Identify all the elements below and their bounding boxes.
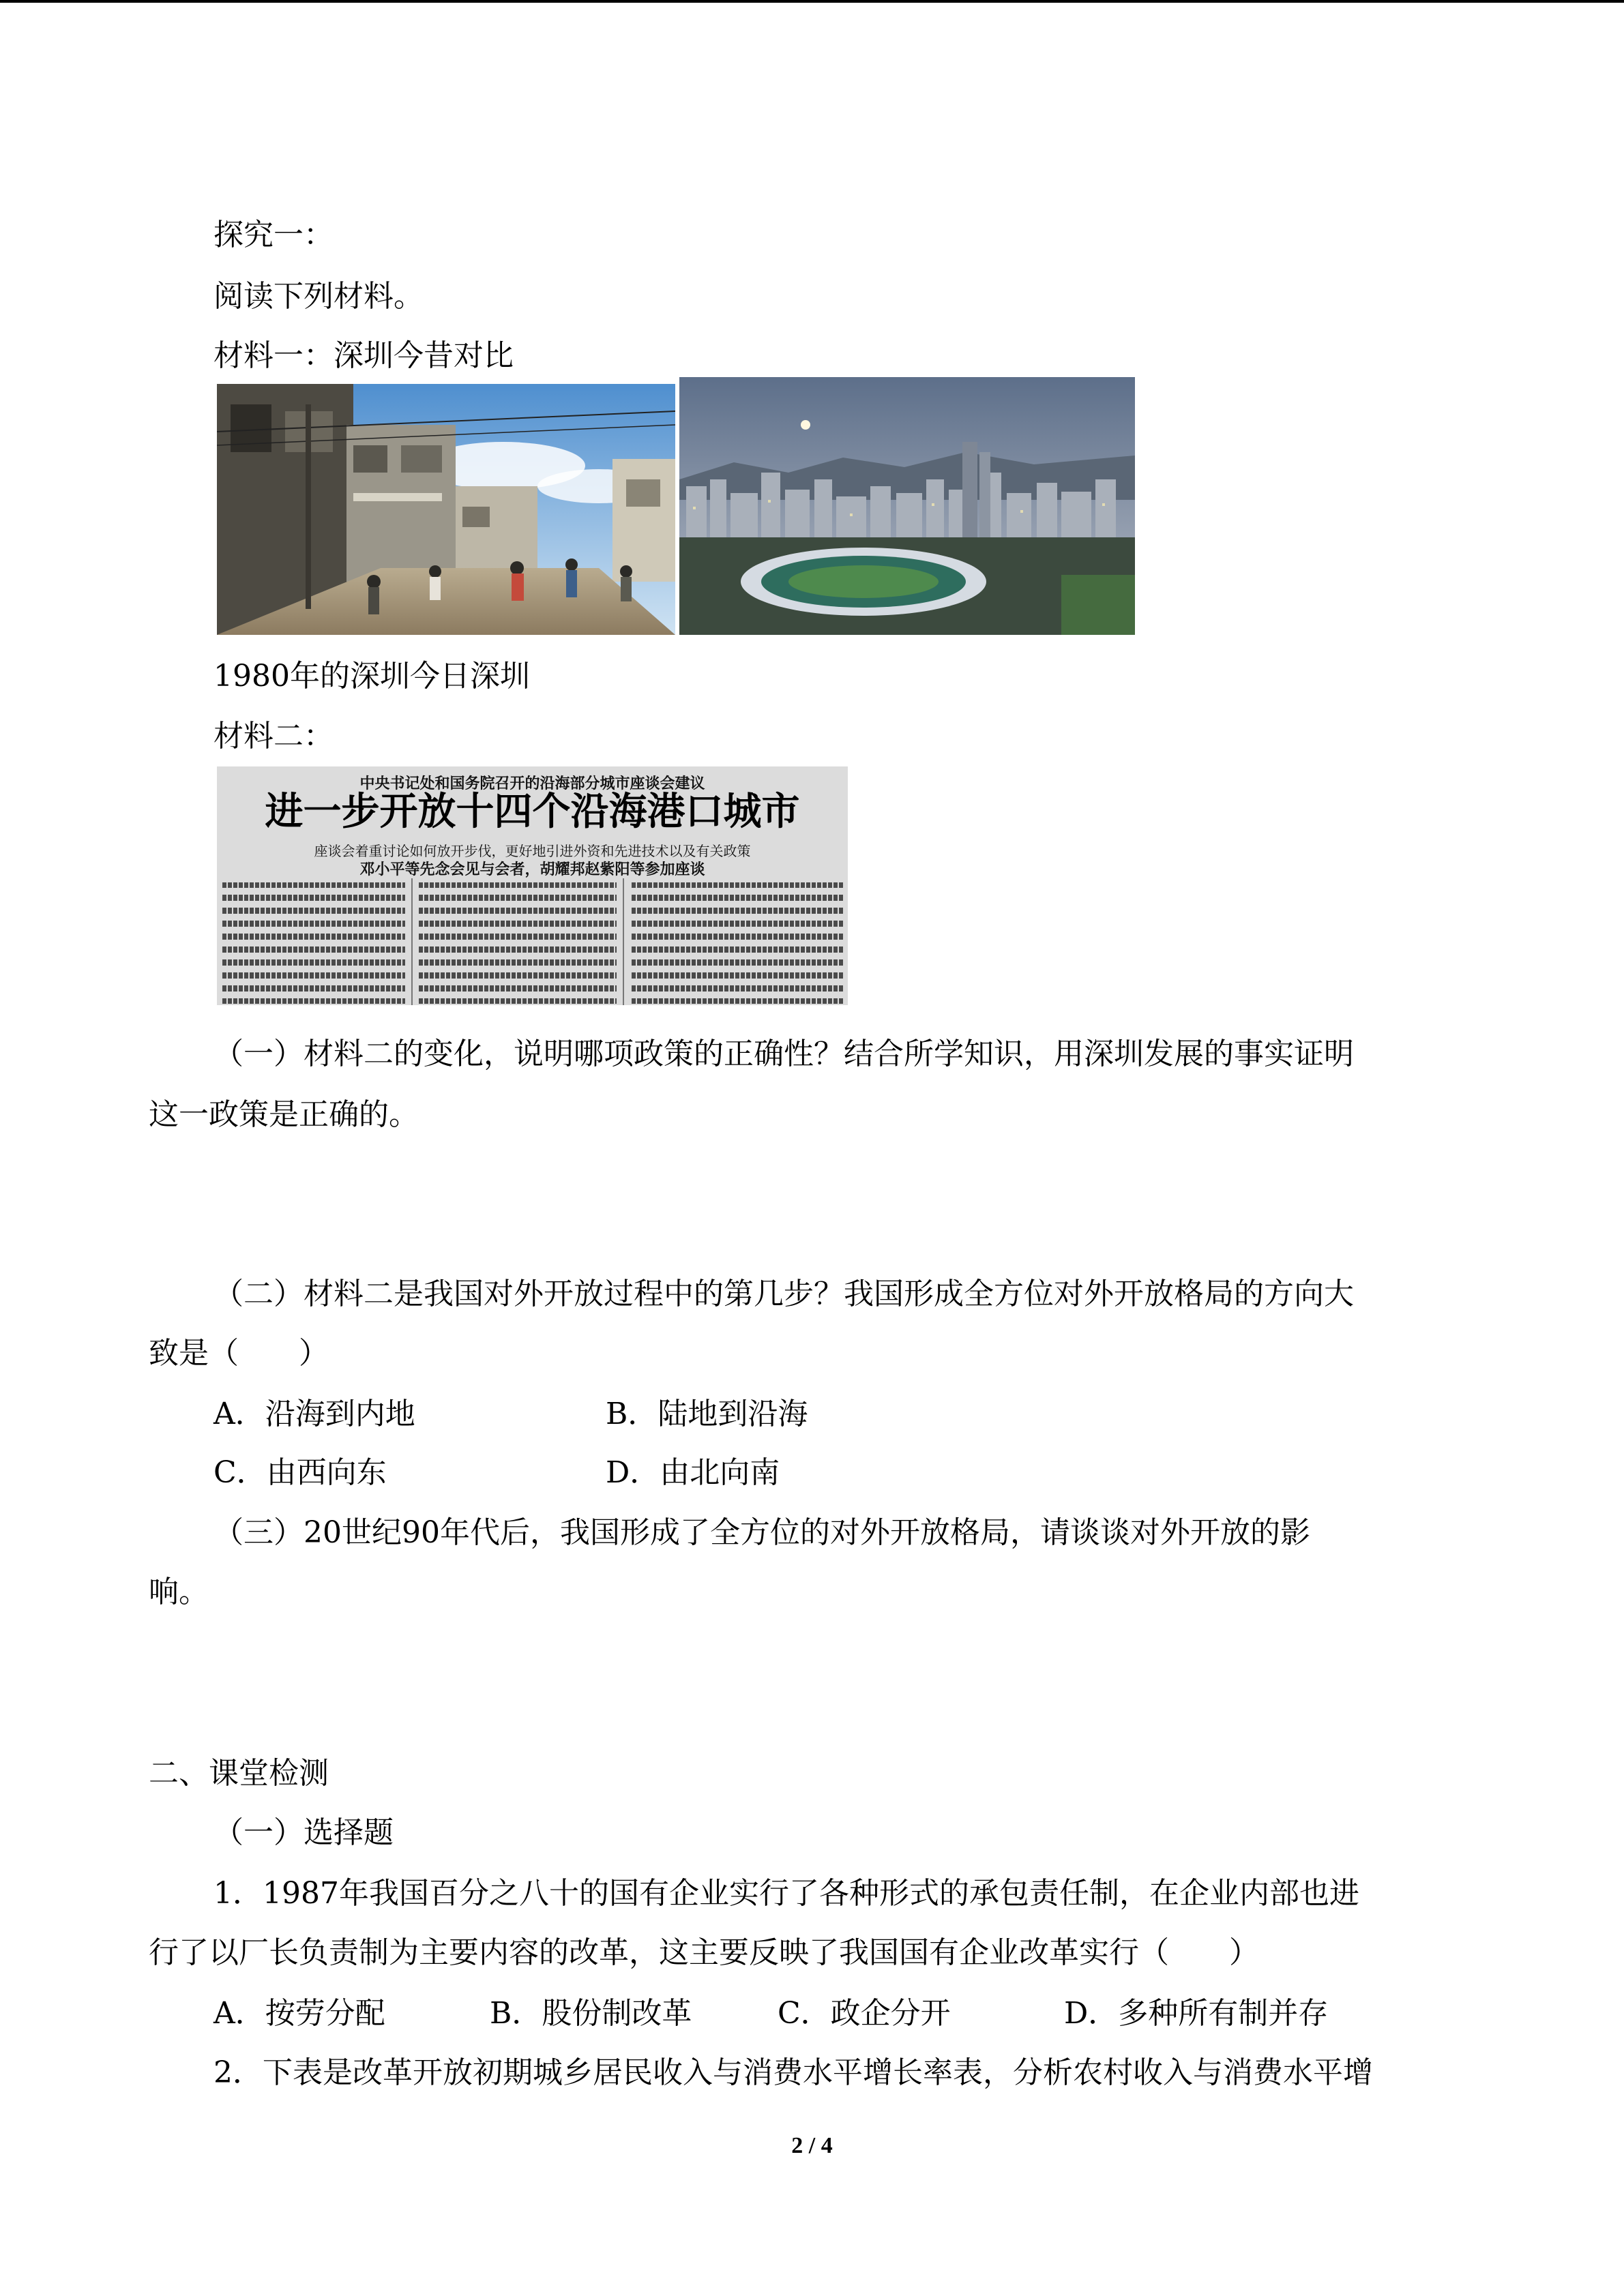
material2-label: 材料二： bbox=[213, 719, 334, 754]
section2-subtitle: （一）选择题 bbox=[213, 1815, 394, 1850]
q2-text: （二）材料二是我国对外开放过程中的第几步？我国形成全方位对外开放格局的方向大 bbox=[213, 1277, 1354, 1311]
section2-title: 二、课堂检测 bbox=[149, 1756, 329, 1791]
shenzhen-1980-photo bbox=[217, 384, 675, 635]
city-skyline-image bbox=[679, 377, 1135, 635]
q1-text: （一）材料二的变化，说明哪项政策的正确性？结合所学知识，用深圳发展的事实证明 bbox=[213, 1037, 1354, 1071]
q1-text: 这一政策是正确的。 bbox=[149, 1097, 419, 1132]
q3-text: （三）20世纪90年代后，我国形成了全方位的对外开放格局，请谈谈对外开放的影 bbox=[213, 1515, 1310, 1550]
newspaper-subline: 邓小平等先念会见与会者，胡耀邦赵紫阳等参加座谈 bbox=[359, 861, 705, 878]
read-instruction: 阅读下列材料。 bbox=[213, 279, 424, 314]
q2-text: 致是（ ） bbox=[149, 1336, 329, 1371]
street-scene-image bbox=[217, 384, 675, 635]
newspaper-subline: 座谈会着重讨论如何放开步伐，更好地引进外资和先进技术以及有关政策 bbox=[314, 843, 751, 859]
top-border bbox=[0, 0, 1624, 3]
page-number: 2 / 4 bbox=[791, 2133, 833, 2158]
mc1-option-a: A．按劳分配 bbox=[213, 1996, 385, 2031]
mc-question-1: 行了以厂长负责制为主要内容的改革，这主要反映了我国国有企业改革实行（ ） bbox=[149, 1935, 1259, 1970]
q2-option-d: D．由北向南 bbox=[606, 1455, 780, 1490]
mc1-option-b: B．股份制改革 bbox=[490, 1996, 692, 2031]
newspaper-headline: 进一步开放十四个沿海港口城市 bbox=[265, 790, 800, 834]
shenzhen-today-photo bbox=[679, 377, 1135, 635]
mc1-option-d: D．多种所有制并存 bbox=[1064, 1996, 1329, 2031]
mc-question-1: 1．1987年我国百分之八十的国有企业实行了各种形式的承包责任制，在企业内部也进 bbox=[213, 1876, 1359, 1911]
q3-text: 响。 bbox=[149, 1575, 209, 1609]
mc-question-2: 2．下表是改革开放初期城乡居民收入与消费水平增长率表，分析农村收入与消费水平增 bbox=[213, 2055, 1373, 2090]
material1-label: 材料一：深圳今昔对比 bbox=[213, 338, 514, 373]
q2-option-b: B．陆地到沿海 bbox=[606, 1397, 808, 1431]
newspaper-body-text bbox=[217, 878, 848, 1005]
q2-option-a: A．沿海到内地 bbox=[213, 1397, 415, 1431]
mc1-option-c: C．政企分开 bbox=[778, 1996, 951, 2031]
explore-title: 探究一： bbox=[213, 218, 334, 252]
image-caption: 1980年的深圳今日深圳 bbox=[213, 659, 530, 694]
newspaper-kicker: 中央书记处和国务院召开的沿海部分城市座谈会建议 bbox=[359, 775, 705, 792]
q2-option-c: C．由西向东 bbox=[213, 1455, 387, 1490]
newspaper-clipping bbox=[217, 766, 848, 1005]
